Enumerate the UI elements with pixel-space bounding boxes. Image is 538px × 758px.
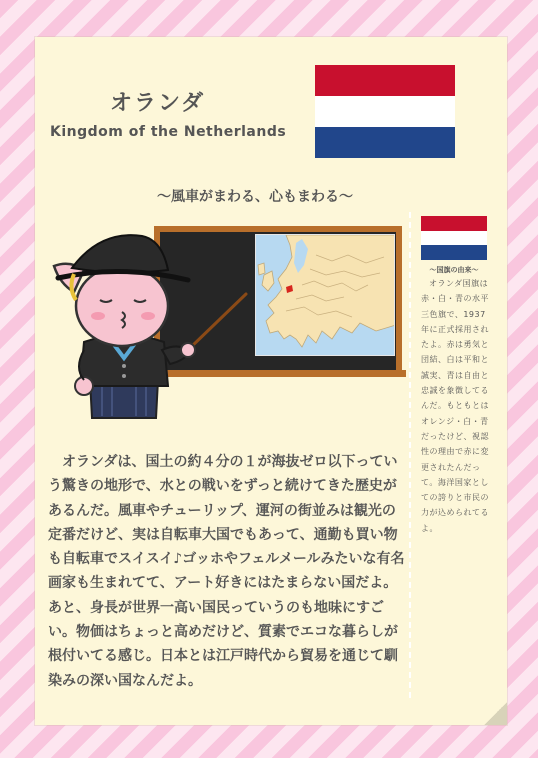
sidebar-heading: 〜国旗の由来〜 (429, 266, 479, 274)
page-subtitle: Kingdom of the Netherlands (50, 124, 287, 140)
netherlands-flag-icon (421, 216, 487, 260)
netherlands-flag-icon (315, 65, 455, 158)
flag-stripe-blue (421, 245, 487, 260)
flag-stripe-white (421, 231, 487, 246)
page-title: オランダ (110, 91, 206, 116)
flag-stripe-red (315, 65, 455, 96)
flag-stripe-red (421, 216, 487, 231)
sidebar-text: オランダ国旗は赤・白・青の水平三色旗で、1937年に正式採用されたよ。赤は勇気と団結、白は平和と誠実、青は自由と忠誠を象徴してるんだ。もともとはオレンジ・白・青だったけど、視認性の理由で赤に変更されたんだって。海洋国家としての誇りと市民の力が込められてるよ。 (421, 279, 489, 533)
catchphrase: 〜風車がまわる、心もまわる〜 (157, 189, 353, 205)
body-paragraph: オランダは、国土の約４分の１が海抜ゼロ以下っていう驚きの地形で、水との戦いをずっと続けてきた歴史があるんだ。風車やチューリップ、運河の街並みは観光の定番だけど、実は自転車大国でもあって、通勤も買い物も自転車でスイスイ♪ゴッホやフェルメールみたいな有名画家も生まれてて、アート好きにはたまらない国だよ。あと、身長が世界一高い国民っていうのも地味にすごい。物価はちょっと高めだけど、質素でエコな暮らしが根付いてる感じ。日本とは江戸時代から貿易を通じて馴染みの深い国なんだよ。 (48, 454, 405, 689)
column-divider (409, 212, 411, 698)
page-curl (484, 702, 507, 725)
europe-map-illustration (255, 234, 395, 356)
pig-teacher-illustration (50, 230, 250, 420)
flag-stripe-blue (315, 127, 455, 158)
flag-stripe-white (315, 96, 455, 127)
